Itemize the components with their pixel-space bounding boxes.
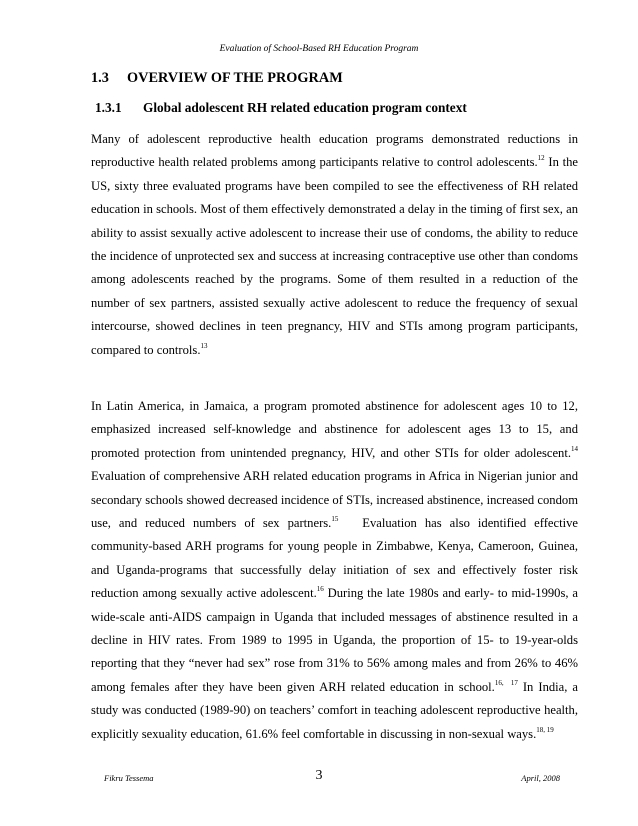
section-heading	[91, 70, 343, 87]
subsection-heading	[95, 100, 467, 116]
paragraph-1	[91, 128, 578, 362]
citation-14: 14	[571, 444, 578, 453]
paragraph-2-text-5: In India, a study was conducted (1989-90) on teachers’ comfort in teaching adolescent reproductive health, explicitly sexuality education, 61.6% feel comfortable in discussing in non-sexual ways.	[91, 679, 579, 741]
paragraph-1-text-2: In the US, sixty three evaluated programs have been compiled to see the effectiveness of RH related education in schools. Most of them effectively demonstrated a delay in the timing of first sex, an ability to assist sexually active adolescent to increase their use of condoms, the ability to reduce the incidence of unprotected sex and success at increasing contraceptive use other than condoms among adolescents reached by the programs. Some of them resulted in a reduction of the number of sex partners, assisted sexually active adolescent to reduce the frequency of sexual intercourse, showed declines in teen pregnancy, HIV and STIs among program participants, compared to controls.	[91, 155, 578, 357]
paragraph-2-text-4: During the late 1980s and early- to mid-1990s, a wide-scale anti-AIDS campaign in Uganda that included messages of abstinence resulted in a decline in HIV rates. From 1989 to 1995 in Uganda, the proportion of 15- to 19-year-olds reporting that they “never had sex” rose from 31% to 56% among males and from 26% to 46% among females after they have been given ARH related education in school.	[91, 586, 578, 694]
citation-16: 16	[316, 585, 324, 594]
citation-15: 15	[331, 515, 339, 524]
paragraph-2-text-2: Evaluation of comprehensive ARH related education programs in Africa in Nigerian junior and secondary schools showed decreased incidence of STIs, increased abstinence, increased condom use, and reduced numbers of sex partners.	[91, 469, 578, 531]
paragraph-2-text-1: In Latin America, in Jamaica, a program promoted abstinence for adolescent ages 10 to 12, emphasized increased self-knowledge and abstinence for adolescent ages 13 to 15, and promoted protection from unintended pregnancy, HIV, and other STIs for older adolescent.	[91, 399, 578, 460]
page-number: 3	[315, 768, 323, 783]
footer-date: April, 2008	[521, 773, 560, 783]
subsection-number: 1.3.1	[95, 100, 122, 115]
running-header: Evaluation of School-Based RH Education Program	[219, 44, 419, 54]
paragraph-2-text-3: Evaluation has also identified effective community-based ARH programs for young people in Zimbabwe, Kenya, Cameroon, Guinea, and Uganda-programs that successfully delay initiation of sex and effectively foster risk reduction among sexually active adolescent.	[91, 516, 578, 601]
section-number: 1.3	[91, 70, 109, 86]
page-footer	[0, 770, 638, 790]
section-title: OVERVIEW OF THE PROGRAM	[127, 70, 343, 86]
citation-12: 12	[537, 154, 545, 163]
footer-author: Fikru Tessema	[104, 773, 154, 783]
paragraph-1-text-1: Many of adolescent reproductive health education programs demonstrated reductions in reproductive health related problems among participants relative to control adolescents.	[91, 132, 578, 170]
citation-18-19: 18, 19	[536, 725, 554, 734]
subsection-title: Global adolescent RH related education program context	[143, 100, 467, 115]
paragraph-2	[91, 395, 578, 746]
citation-16-17: 16, 17	[494, 678, 518, 687]
citation-13: 13	[200, 341, 208, 350]
